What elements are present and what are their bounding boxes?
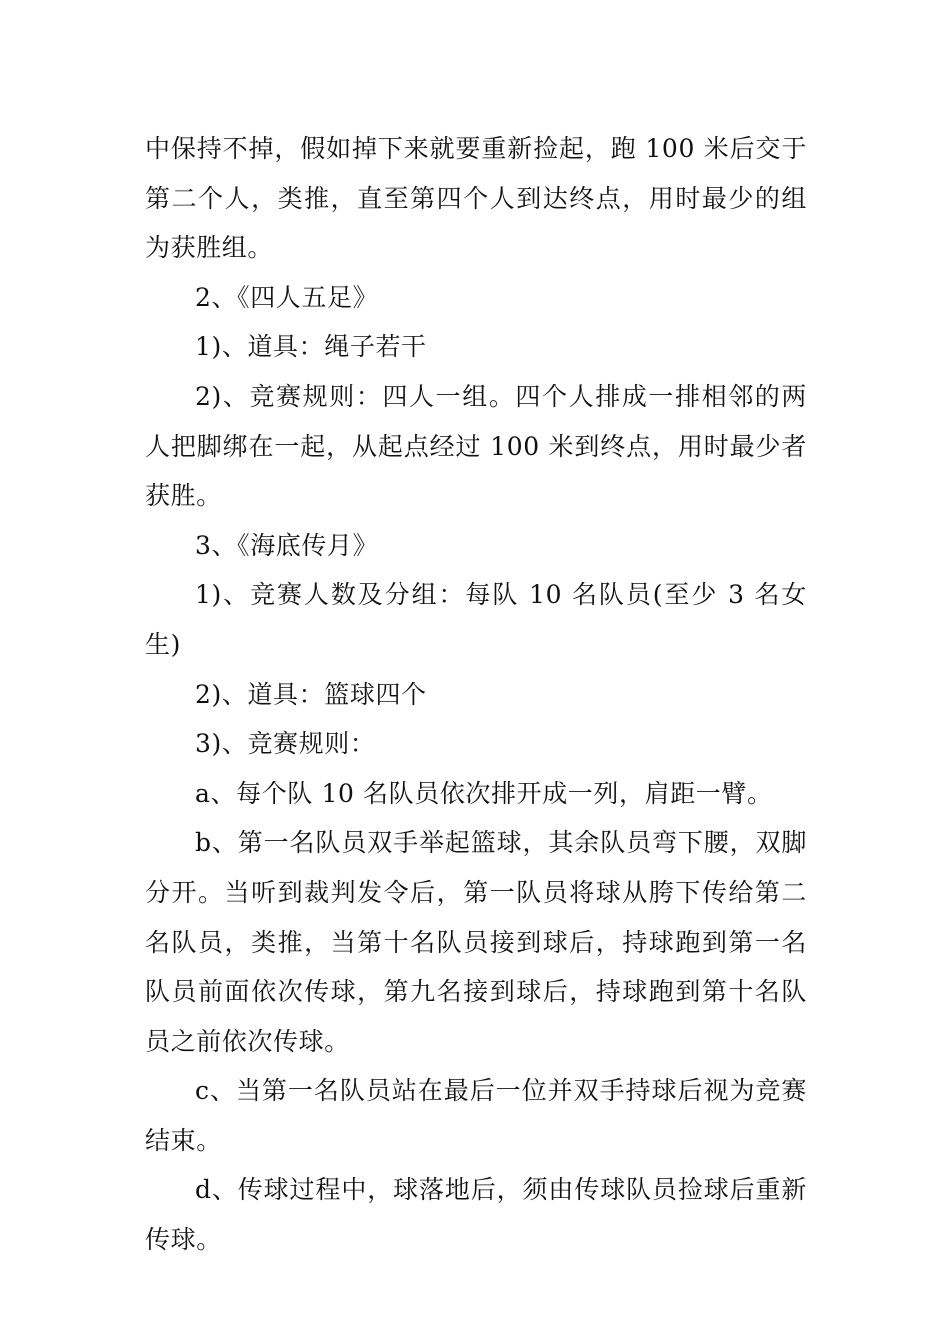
paragraph-props-rope: 1)、道具：绳子若干	[195, 332, 427, 362]
paragraph-rule-c: c、当第一名队员站在最后一位并双手持球后视为竞赛结束。	[145, 1076, 807, 1155]
heading-four-people-five-feet: 2、《四人五足》	[195, 282, 379, 312]
paragraph-team-size: 1)、竞赛人数及分组：每队 10 名队员(至少 3 名女生)	[145, 580, 807, 659]
paragraph-rule-d: d、传球过程中，球落地后，须由传球队员捡球后重新传球。	[145, 1175, 807, 1255]
document-body	[145, 124, 807, 1265]
paragraph-rule-a: a、每个队 10 名队员依次排开成一列，肩距一臂。	[195, 778, 773, 808]
paragraph-rules-four-people: 2)、竞赛规则：四人一组。四个人排成一排相邻的两人把脚绑在一起，从起点经过 100 米到终点，用时最少者获胜。	[145, 381, 807, 511]
paragraph-rule-b: b、第一名队员双手举起篮球，其余队员弯下腰，双脚分开。当听到裁判发令后，第一队员将球从胯下传给第二名队员，类推，当第十名队员接到球后，持球跑到第一名队员前面依次传球，第九名接到球后，持球跑到第十名队员之前依次传球。	[145, 828, 807, 1056]
heading-seabed-pass-moon: 3、《海底传月》	[195, 530, 379, 560]
paragraph-continuation: 中保持不掉，假如掉下来就要重新捡起，跑 100 米后交于第二个人，类推，直至第四个人到达终点，用时最少的组为获胜组。	[145, 134, 807, 263]
paragraph-props-basketball: 2)、道具：篮球四个	[195, 679, 427, 709]
paragraph-rules-heading: 3)、竞赛规则：	[195, 729, 376, 759]
